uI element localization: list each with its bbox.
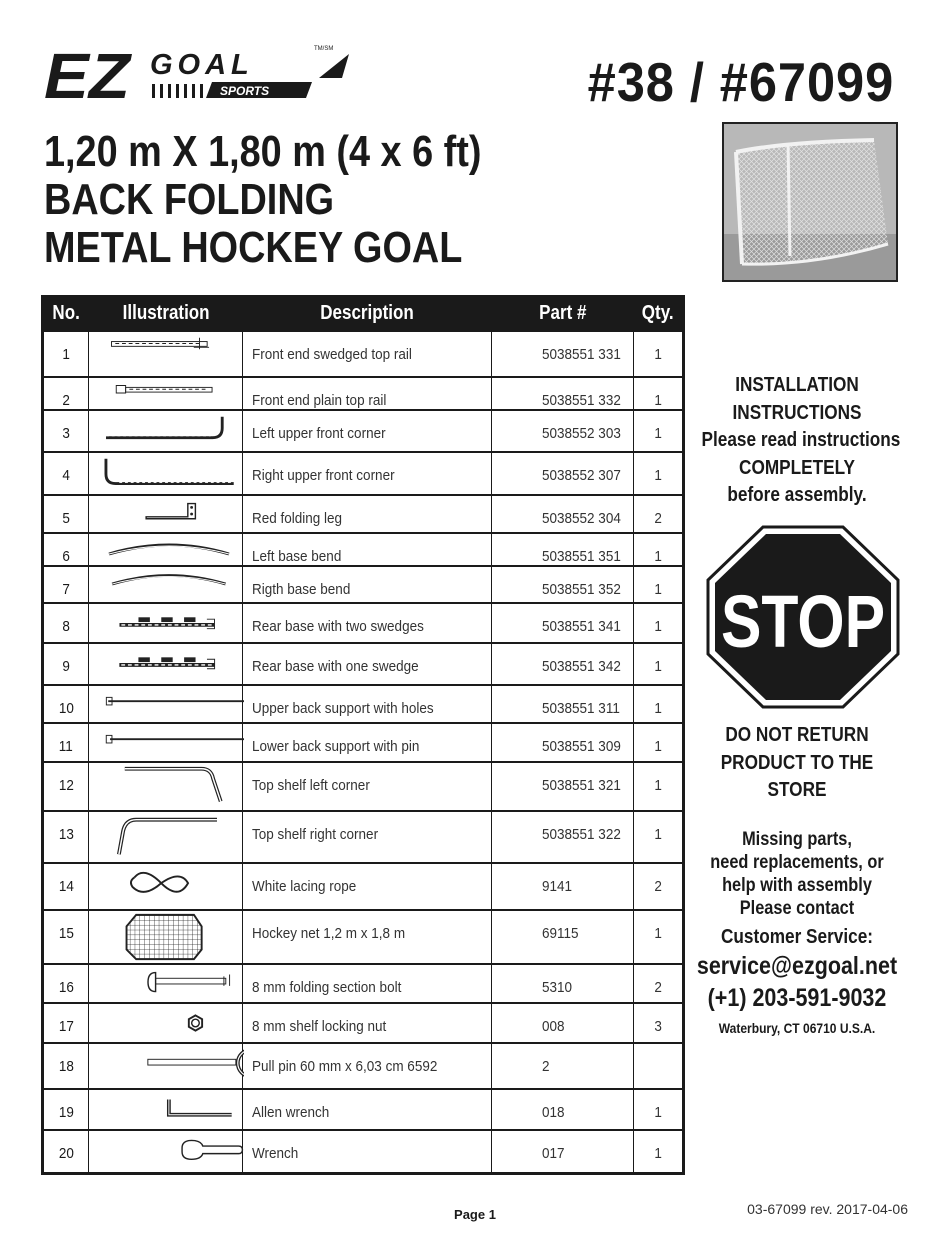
contact-line-3: help with assembly <box>722 875 872 896</box>
illustration-cell <box>88 495 243 533</box>
description-cell: Front end plain top rail <box>243 377 492 410</box>
part-code-cell: 5038551 322 <box>492 811 634 863</box>
company-address: Waterbury, CT 06710 U.S.A. <box>718 1020 876 1036</box>
support-pin-icon <box>89 724 244 761</box>
part-code-cell: 5038551 332 <box>492 377 634 410</box>
description-cell: Rear base with two swedges <box>243 603 492 643</box>
contact-block <box>680 828 914 1040</box>
part-number-cell: 16 <box>43 964 89 1003</box>
part-number-cell: 15 <box>43 910 89 964</box>
support-email[interactable]: service@ezgoal.net <box>696 952 898 980</box>
header-qty: Qty. <box>634 297 684 331</box>
model-number: #38 / #67099 <box>587 51 894 113</box>
table-row <box>43 331 684 377</box>
folding-leg-icon <box>89 496 244 532</box>
quantity-cell: 2 <box>634 495 684 533</box>
table-row <box>43 1003 684 1043</box>
pull-pin-icon <box>89 1044 244 1088</box>
rear-base-icon <box>89 604 244 642</box>
quantity-cell <box>634 1043 684 1089</box>
part-number-cell: 8 <box>43 603 89 643</box>
part-code-cell: 5038551 342 <box>492 643 634 685</box>
table-row <box>43 1130 684 1174</box>
part-code-cell: 69115 <box>492 910 634 964</box>
description-cell: Rigth base bend <box>243 566 492 603</box>
description-cell: 8 mm folding section bolt <box>243 964 492 1003</box>
table-row <box>43 1089 684 1130</box>
description-cell: Lower back support with pin <box>243 723 492 762</box>
part-code-cell: 5038551 351 <box>492 533 634 566</box>
quantity-cell: 1 <box>634 603 684 643</box>
quantity-cell: 2 <box>634 863 684 910</box>
svg-text:SPORTS: SPORTS <box>220 84 270 98</box>
page-number: Page 1 <box>454 1207 496 1222</box>
table-row <box>43 643 684 685</box>
table-row <box>43 495 684 533</box>
rope-icon <box>89 864 244 909</box>
shelf-left-icon <box>89 763 244 810</box>
description-cell: Left base bend <box>243 533 492 566</box>
illustration-cell <box>88 964 243 1003</box>
install-line-5: before assembly. <box>727 484 867 506</box>
title-line-1: 1,20 m X 1,80 m (4 x 6 ft) <box>44 127 482 176</box>
support-phone[interactable]: (+1) 203-591-9032 <box>707 984 887 1012</box>
description-cell: Right upper front corner <box>243 452 492 495</box>
part-number-cell: 3 <box>43 410 89 452</box>
svg-text:EZ: EZ <box>44 40 130 104</box>
part-code-cell: 5038552 303 <box>492 410 634 452</box>
quantity-cell: 1 <box>634 566 684 603</box>
table-header-row <box>43 297 684 331</box>
part-number-cell: 7 <box>43 566 89 603</box>
no-return-line-1: DO NOT RETURN <box>725 724 869 746</box>
quantity-cell: 3 <box>634 1003 684 1043</box>
install-line-1: INSTALLATION <box>735 374 859 396</box>
page-title <box>44 128 481 272</box>
illustration-cell <box>88 1043 243 1089</box>
part-code-cell: 5038551 352 <box>492 566 634 603</box>
swedged-rail-icon <box>89 332 244 376</box>
wrench-icon <box>89 1131 244 1173</box>
description-cell: Wrench <box>243 1130 492 1174</box>
product-photo <box>722 122 898 282</box>
contact-line-4: Please contact <box>739 898 855 919</box>
table-row <box>43 723 684 762</box>
illustration-cell <box>88 643 243 685</box>
part-number-cell: 6 <box>43 533 89 566</box>
table-row <box>43 863 684 910</box>
part-number-cell: 2 <box>43 377 89 410</box>
part-number-cell: 18 <box>43 1043 89 1089</box>
rear-base-icon <box>89 644 244 684</box>
table-row <box>43 685 684 723</box>
parts-table <box>41 295 685 1175</box>
part-number-cell: 4 <box>43 452 89 495</box>
part-number-cell: 5 <box>43 495 89 533</box>
part-number-cell: 14 <box>43 863 89 910</box>
title-line-2: BACK FOLDING <box>44 175 335 224</box>
illustration-cell <box>88 533 243 566</box>
right-corner-icon <box>89 453 244 494</box>
contact-line-1: Missing parts, <box>742 829 852 850</box>
table-row <box>43 410 684 452</box>
illustration-cell <box>88 452 243 495</box>
part-number-cell: 10 <box>43 685 89 723</box>
description-cell: Top shelf right corner <box>243 811 492 863</box>
illustration-cell <box>88 603 243 643</box>
header-illustration: Illustration <box>88 297 243 331</box>
illustration-cell <box>88 1003 243 1043</box>
table-row <box>43 910 684 964</box>
no-return-line-2: PRODUCT TO THE <box>720 751 874 774</box>
illustration-cell <box>88 910 243 964</box>
part-number-cell: 13 <box>43 811 89 863</box>
header-description: Description <box>243 297 492 331</box>
illustration-cell <box>88 377 243 410</box>
table-row <box>43 377 684 410</box>
description-cell: Upper back support with holes <box>243 685 492 723</box>
part-code-cell: 5038551 321 <box>492 762 634 811</box>
part-code-cell: 2 <box>492 1043 634 1089</box>
header-part: Part # <box>492 297 634 331</box>
part-code-cell: 008 <box>492 1003 634 1043</box>
illustration-cell <box>88 762 243 811</box>
no-return-line-3: STORE <box>767 779 827 801</box>
quantity-cell: 1 <box>634 410 684 452</box>
part-number-cell: 17 <box>43 1003 89 1043</box>
illustration-cell <box>88 685 243 723</box>
illustration-cell <box>88 723 243 762</box>
part-code-cell: 5038552 307 <box>492 452 634 495</box>
part-code-cell: 5038551 311 <box>492 685 634 723</box>
illustration-cell <box>88 1089 243 1130</box>
illustration-cell <box>88 1130 243 1174</box>
description-cell: Front end swedged top rail <box>243 331 492 377</box>
quantity-cell: 1 <box>634 762 684 811</box>
stop-sign-icon <box>706 525 900 709</box>
quantity-cell: 1 <box>634 452 684 495</box>
customer-service-label: Customer Service: <box>720 926 874 948</box>
shelf-right-icon <box>89 812 244 862</box>
part-number-cell: 9 <box>43 643 89 685</box>
illustration-cell <box>88 863 243 910</box>
description-cell: Allen wrench <box>243 1089 492 1130</box>
description-cell: Hockey net 1,2 m x 1,8 m <box>243 910 492 964</box>
table-row <box>43 533 684 566</box>
install-line-3: Please read instructions <box>701 429 901 451</box>
part-code-cell: 017 <box>492 1130 634 1174</box>
quantity-cell: 1 <box>634 910 684 964</box>
table-row <box>43 566 684 603</box>
part-code-cell: 5038551 341 <box>492 603 634 643</box>
part-number-cell: 19 <box>43 1089 89 1130</box>
part-number-cell: 12 <box>43 762 89 811</box>
quantity-cell: 1 <box>634 723 684 762</box>
part-code-cell: 018 <box>492 1089 634 1130</box>
part-code-cell: 5310 <box>492 964 634 1003</box>
base-bend-icon <box>89 534 244 565</box>
part-code-cell: 5038551 331 <box>492 331 634 377</box>
title-line-3: METAL HOCKEY GOAL <box>44 223 463 272</box>
illustration-cell <box>88 331 243 377</box>
description-cell: Top shelf left corner <box>243 762 492 811</box>
description-cell: Pull pin 60 mm x 6,03 cm 6592 <box>243 1043 492 1089</box>
support-bar-icon <box>89 686 244 722</box>
description-cell: Left upper front corner <box>243 410 492 452</box>
allen-wrench-icon <box>89 1090 244 1129</box>
quantity-cell: 1 <box>634 811 684 863</box>
part-number-cell: 11 <box>43 723 89 762</box>
quantity-cell: 1 <box>634 1089 684 1130</box>
part-code-cell: 9141 <box>492 863 634 910</box>
table-row <box>43 603 684 643</box>
quantity-cell: 2 <box>634 964 684 1003</box>
illustration-cell <box>88 566 243 603</box>
illustration-cell <box>88 811 243 863</box>
revision-code: 03-67099 rev. 2017-04-06 <box>747 1201 908 1217</box>
quantity-cell: 1 <box>634 685 684 723</box>
installation-notice <box>686 372 908 510</box>
ezgoal-logo <box>44 38 349 104</box>
description-cell: 8 mm shelf locking nut <box>243 1003 492 1043</box>
table-row <box>43 452 684 495</box>
part-code-cell: 5038552 304 <box>492 495 634 533</box>
quantity-cell: 1 <box>634 643 684 685</box>
bolt-icon <box>89 965 244 1002</box>
part-code-cell: 5038551 309 <box>492 723 634 762</box>
description-cell: Rear base with one swedge <box>243 643 492 685</box>
install-line-4: COMPLETELY <box>739 456 855 479</box>
table-row <box>43 964 684 1003</box>
quantity-cell: 1 <box>634 377 684 410</box>
install-line-2: INSTRUCTIONS <box>732 401 862 424</box>
plain-rail-icon <box>89 378 244 409</box>
table-row <box>43 811 684 863</box>
contact-line-2: need replacements, or <box>710 852 884 873</box>
nut-icon <box>89 1004 244 1042</box>
svg-text:STOP: STOP <box>720 581 886 664</box>
left-corner-icon <box>89 411 244 451</box>
part-number-cell: 20 <box>43 1130 89 1174</box>
net-icon <box>89 911 244 963</box>
hockey-goal-photo-icon <box>724 124 896 280</box>
part-number-cell: 1 <box>43 331 89 377</box>
quantity-cell: 1 <box>634 331 684 377</box>
quantity-cell: 1 <box>634 533 684 566</box>
header-no: No. <box>43 297 89 331</box>
illustration-cell <box>88 410 243 452</box>
no-return-notice <box>686 722 908 805</box>
table-row <box>43 762 684 811</box>
svg-text:GOAL: GOAL <box>150 49 254 81</box>
base-bend-icon <box>89 567 244 602</box>
table-row <box>43 1043 684 1089</box>
svg-text:TM/SM: TM/SM <box>314 46 334 52</box>
description-cell: White lacing rope <box>243 863 492 910</box>
quantity-cell: 1 <box>634 1130 684 1174</box>
description-cell: Red folding leg <box>243 495 492 533</box>
